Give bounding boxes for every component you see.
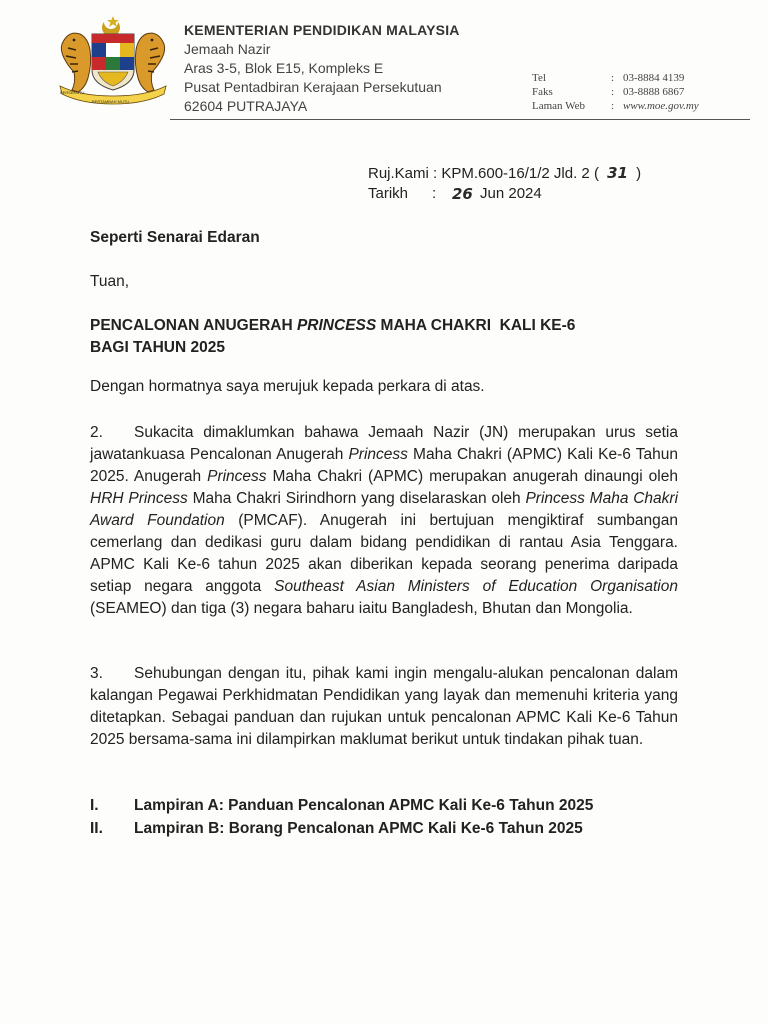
address-line-2: Pusat Pentadbiran Kerajaan Persekutuan (184, 79, 442, 95)
handwritten-reference: 31 (607, 164, 628, 182)
contact-label: Laman Web (532, 100, 585, 112)
subject-line-1 (90, 317, 575, 335)
opening-sentence: Dengan hormatnya saya merujuk kepada perkara di atas. (90, 378, 485, 395)
letterhead-divider (170, 119, 750, 120)
paragraph-2 (90, 422, 678, 620)
paragraph-italic: Princess (348, 446, 408, 463)
paragraph-text: Maha Chakri (APMC) Kali Ke-6 Tahun 2025. Anugerah (90, 446, 678, 485)
contact-separator: : (611, 86, 615, 98)
attachment-text: Lampiran A: Panduan Pencalonan APMC Kali Ke-6 Tahun 2025 (134, 797, 594, 814)
reference-close: ) (636, 165, 642, 182)
paragraph-3 (90, 663, 678, 751)
paragraph-text: (PMCAF). Anugerah ini bertujuan mengiktiraf sumbangan cemerlang dan dedikasi guru dalam bidang pendidikan di rantau Asia Tenggara. APMC Kali Ke-6 tahun 2025 akan diberikan kepada seorang penerima daripada setiap negara anggota (90, 512, 678, 595)
contact-website (532, 100, 732, 114)
subject-italic: PRINCESS (296, 317, 377, 334)
attachment-text: Lampiran B: Borang Pencalonan APMC Kali Ke-6 Tahun 2025 (134, 820, 583, 837)
salutation: Tuan, (90, 273, 130, 290)
date-month-year: Jun 2024 (480, 185, 542, 202)
recipient: Seperti Senarai Edaran (90, 229, 260, 246)
subject-line-2: BAGI TAHUN 2025 (90, 339, 225, 356)
subject-part-b: MAHA CHAKRI KALI KE-6 (380, 317, 576, 334)
paragraph-text: Maha Chakri (APMC) merupakan anugerah dinaungi oleh (266, 468, 678, 485)
contact-separator: : (611, 100, 615, 112)
website-link[interactable]: www.moe.gov.my (623, 100, 699, 112)
date-separator: : (432, 185, 437, 202)
paragraph-italic: Southeast Asian Ministers of Education Organisation (274, 578, 678, 595)
organization-name: KEMENTERIAN PENDIDIKAN MALAYSIA (184, 22, 460, 38)
contact-fax (532, 86, 732, 100)
paragraph-text: (SEAMEO) dan tiga (3) negara baharu iaitu Bangladesh, Bhutan dan Mongolia. (90, 600, 633, 617)
crest-motto-right: BERTAMBAH MUTU (92, 99, 130, 104)
paragraph-italic: Princess (207, 468, 267, 485)
attachment-number: II. (90, 820, 103, 837)
paragraph-number: 3. (90, 665, 103, 682)
reference-label: Ruj.Kami : KPM.600-16/1/2 Jld. 2 ( (368, 165, 599, 182)
reference-number (368, 164, 641, 182)
crest-motto-left: BERSEKUTU (60, 90, 85, 95)
paragraph-text: Maha Chakri Sirindhorn yang diselaraskan oleh (187, 490, 526, 507)
paragraph-text: Sehubungan dengan itu, pihak kami ingin mengalu-alukan pencalonan dalam kalangan Pegawai Perkhidmatan Pendidikan yang layak dan memenuhi kriteria yang ditetapkan. Sebagai panduan dan rujukan untuk pencalonan APMC Kali Ke-6 Tahun 2025 bersama-sama ini dilampirkan maklumat berikut untuk tindakan pihak tuan. (90, 665, 678, 748)
department-name: Jemaah Nazir (184, 41, 271, 57)
address-line-1: Aras 3-5, Blok E15, Kompleks E (184, 60, 384, 76)
date-label: Tarikh (368, 185, 409, 202)
paragraph-italic: HRH Princess (90, 490, 188, 507)
contact-separator: : (611, 72, 615, 84)
subject-part-a: PENCALONAN ANUGERAH (90, 317, 293, 334)
handwritten-day: 26 (452, 185, 473, 203)
contact-label: Faks (532, 86, 553, 98)
paragraph-number: 2. (90, 424, 103, 441)
attachment-number: I. (90, 797, 99, 814)
contact-label: Tel (532, 72, 546, 84)
contact-tel (532, 72, 732, 86)
contact-value: 03-8884 4139 (623, 72, 685, 84)
date-line (368, 185, 568, 205)
paragraph-text: Sukacita dimaklumkan bahawa Jemaah Nazir (JN) merupakan urus setia jawatankuasa Pencalonan Anugerah (90, 424, 678, 463)
paragraph-italic: Princess Maha Chakri Award Foundation (90, 490, 679, 529)
contact-value: 03-8888 6867 (623, 86, 685, 98)
address-line-3: 62604 PUTRAJAYA (184, 98, 308, 114)
